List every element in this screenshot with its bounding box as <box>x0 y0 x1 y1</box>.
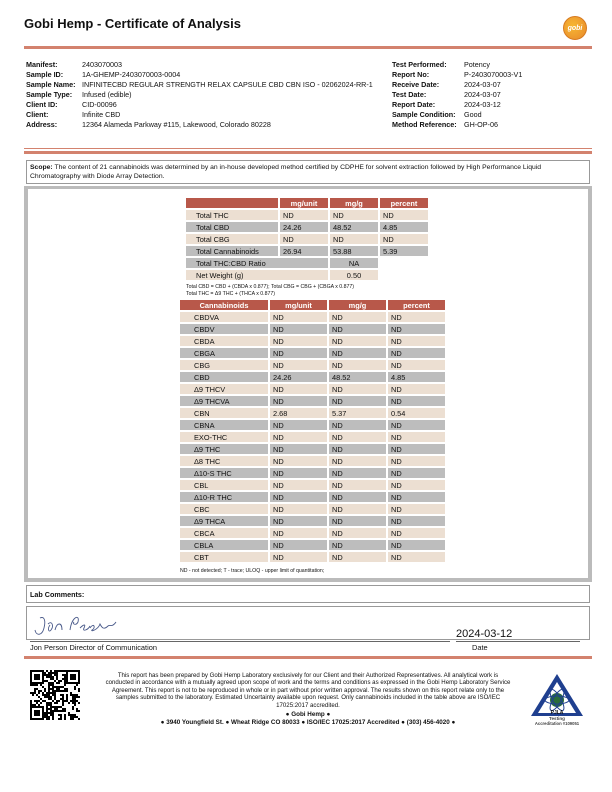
formula-line-2: Total THC = Δ9 THC + (THCA x 0.877) <box>186 290 275 297</box>
info-value: 2403070003 <box>82 60 122 69</box>
cell-mg-g: 48.52 <box>330 222 378 232</box>
row-name: Total Cannabinoids <box>186 246 278 256</box>
date-line <box>456 641 580 642</box>
info-label: Sample ID: <box>26 70 64 79</box>
info-value: CID-00096 <box>82 100 117 109</box>
cell-value: 0.50 <box>330 270 378 280</box>
cell-empty <box>380 270 428 280</box>
cell-percent: ND <box>388 384 445 394</box>
info-row <box>392 120 592 130</box>
info-row <box>26 120 386 130</box>
cell-mg-g: 48.52 <box>329 372 386 382</box>
cannabinoid-name: Δ9 THC <box>180 444 268 454</box>
cell-percent: ND <box>380 210 428 220</box>
cell-mg-unit: ND <box>270 480 327 490</box>
cell-mg-g: ND <box>329 480 386 490</box>
table-row <box>180 348 445 358</box>
info-row <box>26 70 386 80</box>
info-row <box>392 110 592 120</box>
scope-label: Scope: <box>30 164 53 171</box>
table-row <box>186 234 428 244</box>
table-row <box>180 420 445 430</box>
company-name: ● Gobi Hemp ● <box>285 711 331 718</box>
cannabinoid-name: CBD <box>180 372 268 382</box>
cell-mg-unit: ND <box>270 432 327 442</box>
table-row <box>186 246 428 256</box>
table-row <box>180 480 445 490</box>
cell-percent: ND <box>388 336 445 346</box>
signature-date: 2024-03-12 <box>456 628 513 640</box>
cell-mg-g: ND <box>329 384 386 394</box>
info-value: 2024-03-07 <box>464 80 501 89</box>
cell-percent: ND <box>388 528 445 538</box>
cell-mg-unit: ND <box>270 540 327 550</box>
table-row <box>180 396 445 406</box>
cell-mg-g: ND <box>329 540 386 550</box>
cell-percent: 5.39 <box>380 246 428 256</box>
table-row <box>180 432 445 442</box>
cell-percent: ND <box>388 324 445 334</box>
table-row <box>180 516 445 526</box>
row-name: Total THC:CBD Ratio <box>186 258 328 268</box>
table-row <box>180 552 445 562</box>
info-label: Test Performed: <box>392 60 447 69</box>
info-row <box>392 100 592 110</box>
cell-value: NA <box>330 258 378 268</box>
cann-header-percent: percent <box>388 300 445 310</box>
cell-percent: ND <box>388 348 445 358</box>
info-label: Method Reference: <box>392 120 457 129</box>
info-value: Potency <box>464 60 490 69</box>
cell-mg-unit: ND <box>270 492 327 502</box>
logo-text: gobi <box>567 24 583 32</box>
lab-comments-label: Lab Comments: <box>30 590 85 599</box>
info-value: P-2403070003-V1 <box>464 70 523 79</box>
info-row <box>392 70 592 80</box>
table-row <box>180 492 445 502</box>
cannabinoid-name: Δ9 THCA <box>180 516 268 526</box>
info-label: Report No: <box>392 70 430 79</box>
table-row <box>186 210 428 220</box>
cell-mg-g: ND <box>329 336 386 346</box>
info-label: Sample Condition: <box>392 110 456 119</box>
summary-header-percent: percent <box>380 198 428 208</box>
table-row <box>180 456 445 466</box>
cell-mg-g: ND <box>329 432 386 442</box>
cell-percent: ND <box>388 312 445 322</box>
info-value: 12364 Alameda Parkway #115, Lakewood, Colorado 80228 <box>82 120 271 129</box>
info-value: 2024-03-07 <box>464 90 501 99</box>
cell-mg-g: 53.88 <box>330 246 378 256</box>
info-row <box>26 100 386 110</box>
cell-mg-unit: ND <box>270 552 327 562</box>
row-name: Net Weight (g) <box>186 270 328 280</box>
info-row <box>26 90 386 100</box>
info-row <box>26 80 386 90</box>
cannabinoid-name: EXO-THC <box>180 432 268 442</box>
cannabinoid-name: Δ9 THCVA <box>180 396 268 406</box>
cell-mg-g: ND <box>329 444 386 454</box>
cell-mg-unit: 24.26 <box>270 372 327 382</box>
cell-mg-unit: ND <box>270 312 327 322</box>
cell-mg-g: ND <box>329 312 386 322</box>
cannabinoid-name: Δ8 THC <box>180 456 268 466</box>
cell-mg-g: ND <box>329 516 386 526</box>
handwritten-signature <box>32 610 122 640</box>
scope-text: The content of 21 cannabinoids was determined by an in-house developed method certified by CDPHE for solvent extraction followed by High Performance Liquid Chromatography with Diode Array Detection. <box>30 164 542 180</box>
info-label: Client: <box>26 110 49 119</box>
table-row <box>180 540 445 550</box>
info-value: GH-OP-06 <box>464 120 498 129</box>
cell-mg-g: ND <box>329 324 386 334</box>
cell-percent: ND <box>388 360 445 370</box>
info-value: 1A-GHEMP-2403070003-0004 <box>82 70 181 79</box>
pjla-name: PJLA <box>550 710 564 716</box>
lab-comments-box <box>26 585 590 603</box>
cell-mg-g: ND <box>329 420 386 430</box>
info-value: Good <box>464 110 482 119</box>
table-row <box>180 360 445 370</box>
cell-mg-g: ND <box>329 492 386 502</box>
info-row <box>392 60 592 70</box>
cell-mg-g: ND <box>329 552 386 562</box>
table-row <box>180 312 445 322</box>
gobi-logo <box>563 16 587 40</box>
table-row <box>180 444 445 454</box>
sample-info <box>26 60 386 130</box>
cell-mg-g: ND <box>329 456 386 466</box>
info-row <box>392 80 592 90</box>
cannabinoid-name: CBDV <box>180 324 268 334</box>
page-title: Gobi Hemp - Certificate of Analysis <box>24 16 241 31</box>
cann-header-mg-unit: mg/unit <box>270 300 327 310</box>
cell-percent: 4.85 <box>388 372 445 382</box>
info-label: Manifest: <box>26 60 58 69</box>
cell-mg-g: ND <box>329 504 386 514</box>
info-value: Infinite CBD <box>82 110 121 119</box>
disclaimer-text: This report has been prepared by Gobi Hemp Laboratory exclusively for our Client and their Authorized Representatives. All analytical work is conducted in accordance with a mutually agreed upon scope of work and the terms and conditions as expressed in the Gobi Hemp Laboratory Service Agreement. This report is not to be reproduced in whole or in part without prior written approval. The results shown on this report relate only to the samples submitted to the laboratory. Estimated Uncertainty available upon request. Only cannabinoids included in the table above are ISO/IEC 17025:2017 accredited. <box>105 672 511 709</box>
cell-mg-unit: ND <box>270 384 327 394</box>
table-row <box>186 270 428 280</box>
qr-code-icon <box>30 670 80 720</box>
table-row <box>180 504 445 514</box>
cell-percent: ND <box>388 504 445 514</box>
info-label: Report Date: <box>392 100 436 109</box>
cell-percent: ND <box>380 234 428 244</box>
cannabinoid-name: CBLA <box>180 540 268 550</box>
table-row <box>186 258 428 268</box>
info-label: Address: <box>26 120 58 129</box>
info-label: Sample Type: <box>26 90 73 99</box>
summary-header-mg-g: mg/g <box>330 198 378 208</box>
info-row <box>26 60 386 70</box>
legend-note: ND - not detected; T - trace; ULOQ - upper limit of quantitation; <box>180 568 325 574</box>
cell-mg-unit: 24.26 <box>280 222 328 232</box>
cannabinoid-name: Δ9 THCV <box>180 384 268 394</box>
signature-line <box>30 641 450 642</box>
cell-percent: ND <box>388 456 445 466</box>
cell-mg-g: ND <box>329 468 386 478</box>
info-row <box>392 90 592 100</box>
info-row <box>26 110 386 120</box>
cell-mg-g: 5.37 <box>329 408 386 418</box>
table-row <box>180 372 445 382</box>
cell-empty <box>380 258 428 268</box>
info-label: Sample Name: <box>26 80 76 89</box>
formula-line-1: Total CBD = CBD + (CBDA x 0.877); Total CBG = CBG + (CBGA x 0.877) <box>186 284 354 290</box>
cell-percent: ND <box>388 516 445 526</box>
table-row <box>180 384 445 394</box>
cell-mg-unit: ND <box>270 324 327 334</box>
cannabinoid-name: CBCA <box>180 528 268 538</box>
summary-header-mg-unit: mg/unit <box>280 198 328 208</box>
cell-mg-unit: ND <box>270 420 327 430</box>
cannabinoid-name: CBC <box>180 504 268 514</box>
row-name: Total CBD <box>186 222 278 232</box>
info-value: Infused (edible) <box>82 90 132 99</box>
info-label: Client ID: <box>26 100 58 109</box>
cell-mg-g: ND <box>329 528 386 538</box>
cell-mg-unit: ND <box>280 234 328 244</box>
cell-percent: ND <box>388 552 445 562</box>
cell-percent: 0.54 <box>388 408 445 418</box>
table-row <box>186 222 428 232</box>
cannabinoid-name: CBNA <box>180 420 268 430</box>
table-row <box>180 408 445 418</box>
cell-mg-g: ND <box>329 360 386 370</box>
cell-percent: 4.85 <box>380 222 428 232</box>
totals-formula <box>186 284 354 297</box>
cell-percent: ND <box>388 540 445 550</box>
row-name: Total CBG <box>186 234 278 244</box>
cell-mg-unit: 26.94 <box>280 246 328 256</box>
cannabinoid-name: Δ10-R THC <box>180 492 268 502</box>
cell-mg-unit: ND <box>280 210 328 220</box>
cell-mg-unit: ND <box>270 396 327 406</box>
info-label: Receive Date: <box>392 80 440 89</box>
table-row <box>180 468 445 478</box>
footer-rule <box>24 656 592 659</box>
pjla-testing: Testing <box>549 716 565 721</box>
cannabinoids-table <box>178 298 447 564</box>
info-rule <box>24 148 592 149</box>
cell-mg-g: ND <box>330 234 378 244</box>
table-row <box>180 528 445 538</box>
cell-percent: ND <box>388 432 445 442</box>
cell-mg-unit: ND <box>270 528 327 538</box>
cell-mg-unit: ND <box>270 516 327 526</box>
cell-percent: ND <box>388 396 445 406</box>
pjla-number: Accreditation #109051 <box>534 721 580 726</box>
cell-mg-unit: ND <box>270 348 327 358</box>
cell-mg-g: ND <box>329 348 386 358</box>
scope-box <box>26 160 590 184</box>
cannabinoid-name: CBDVA <box>180 312 268 322</box>
cell-mg-unit: ND <box>270 360 327 370</box>
row-name: Total THC <box>186 210 278 220</box>
date-label: Date <box>472 643 488 652</box>
cannabinoid-name: CBDA <box>180 336 268 346</box>
cell-mg-g: ND <box>330 210 378 220</box>
company-address: ● 3940 Youngfield St. ● Wheat Ridge CO 80033 ● ISO/IEC 17025:2017 Accredited ● (303) 456-4020 ● <box>160 719 456 726</box>
cell-mg-unit: ND <box>270 336 327 346</box>
cann-header-mg-g: mg/g <box>329 300 386 310</box>
info-value: INFINITECBD REGULAR STRENGTH RELAX CAPSULE CBD CBN ISO - 02062024-RR-1 <box>82 80 373 89</box>
cell-mg-unit: ND <box>270 468 327 478</box>
cell-mg-unit: ND <box>270 504 327 514</box>
cell-percent: ND <box>388 468 445 478</box>
cannabinoid-name: CBL <box>180 480 268 490</box>
header-rule <box>24 46 592 49</box>
cell-mg-unit: ND <box>270 456 327 466</box>
test-info <box>392 60 592 130</box>
summary-header-blank <box>186 198 278 208</box>
cell-percent: ND <box>388 420 445 430</box>
table-row <box>180 336 445 346</box>
summary-table <box>184 196 430 282</box>
cann-header-name: Cannabinoids <box>180 300 268 310</box>
info-value: 2024-03-12 <box>464 100 501 109</box>
cannabinoid-name: CBT <box>180 552 268 562</box>
cell-percent: ND <box>388 492 445 502</box>
info-label: Test Date: <box>392 90 427 99</box>
cannabinoid-name: CBG <box>180 360 268 370</box>
cell-mg-unit: ND <box>270 444 327 454</box>
cannabinoid-name: Δ10-S THC <box>180 468 268 478</box>
info-rule-thick <box>24 151 592 154</box>
cell-percent: ND <box>388 480 445 490</box>
table-row <box>180 324 445 334</box>
cell-mg-g: ND <box>329 396 386 406</box>
cell-percent: ND <box>388 444 445 454</box>
cannabinoid-name: CBN <box>180 408 268 418</box>
cannabinoid-name: CBGA <box>180 348 268 358</box>
cell-mg-unit: 2.68 <box>270 408 327 418</box>
signer-name: Jon Person Director of Communication <box>30 643 157 652</box>
